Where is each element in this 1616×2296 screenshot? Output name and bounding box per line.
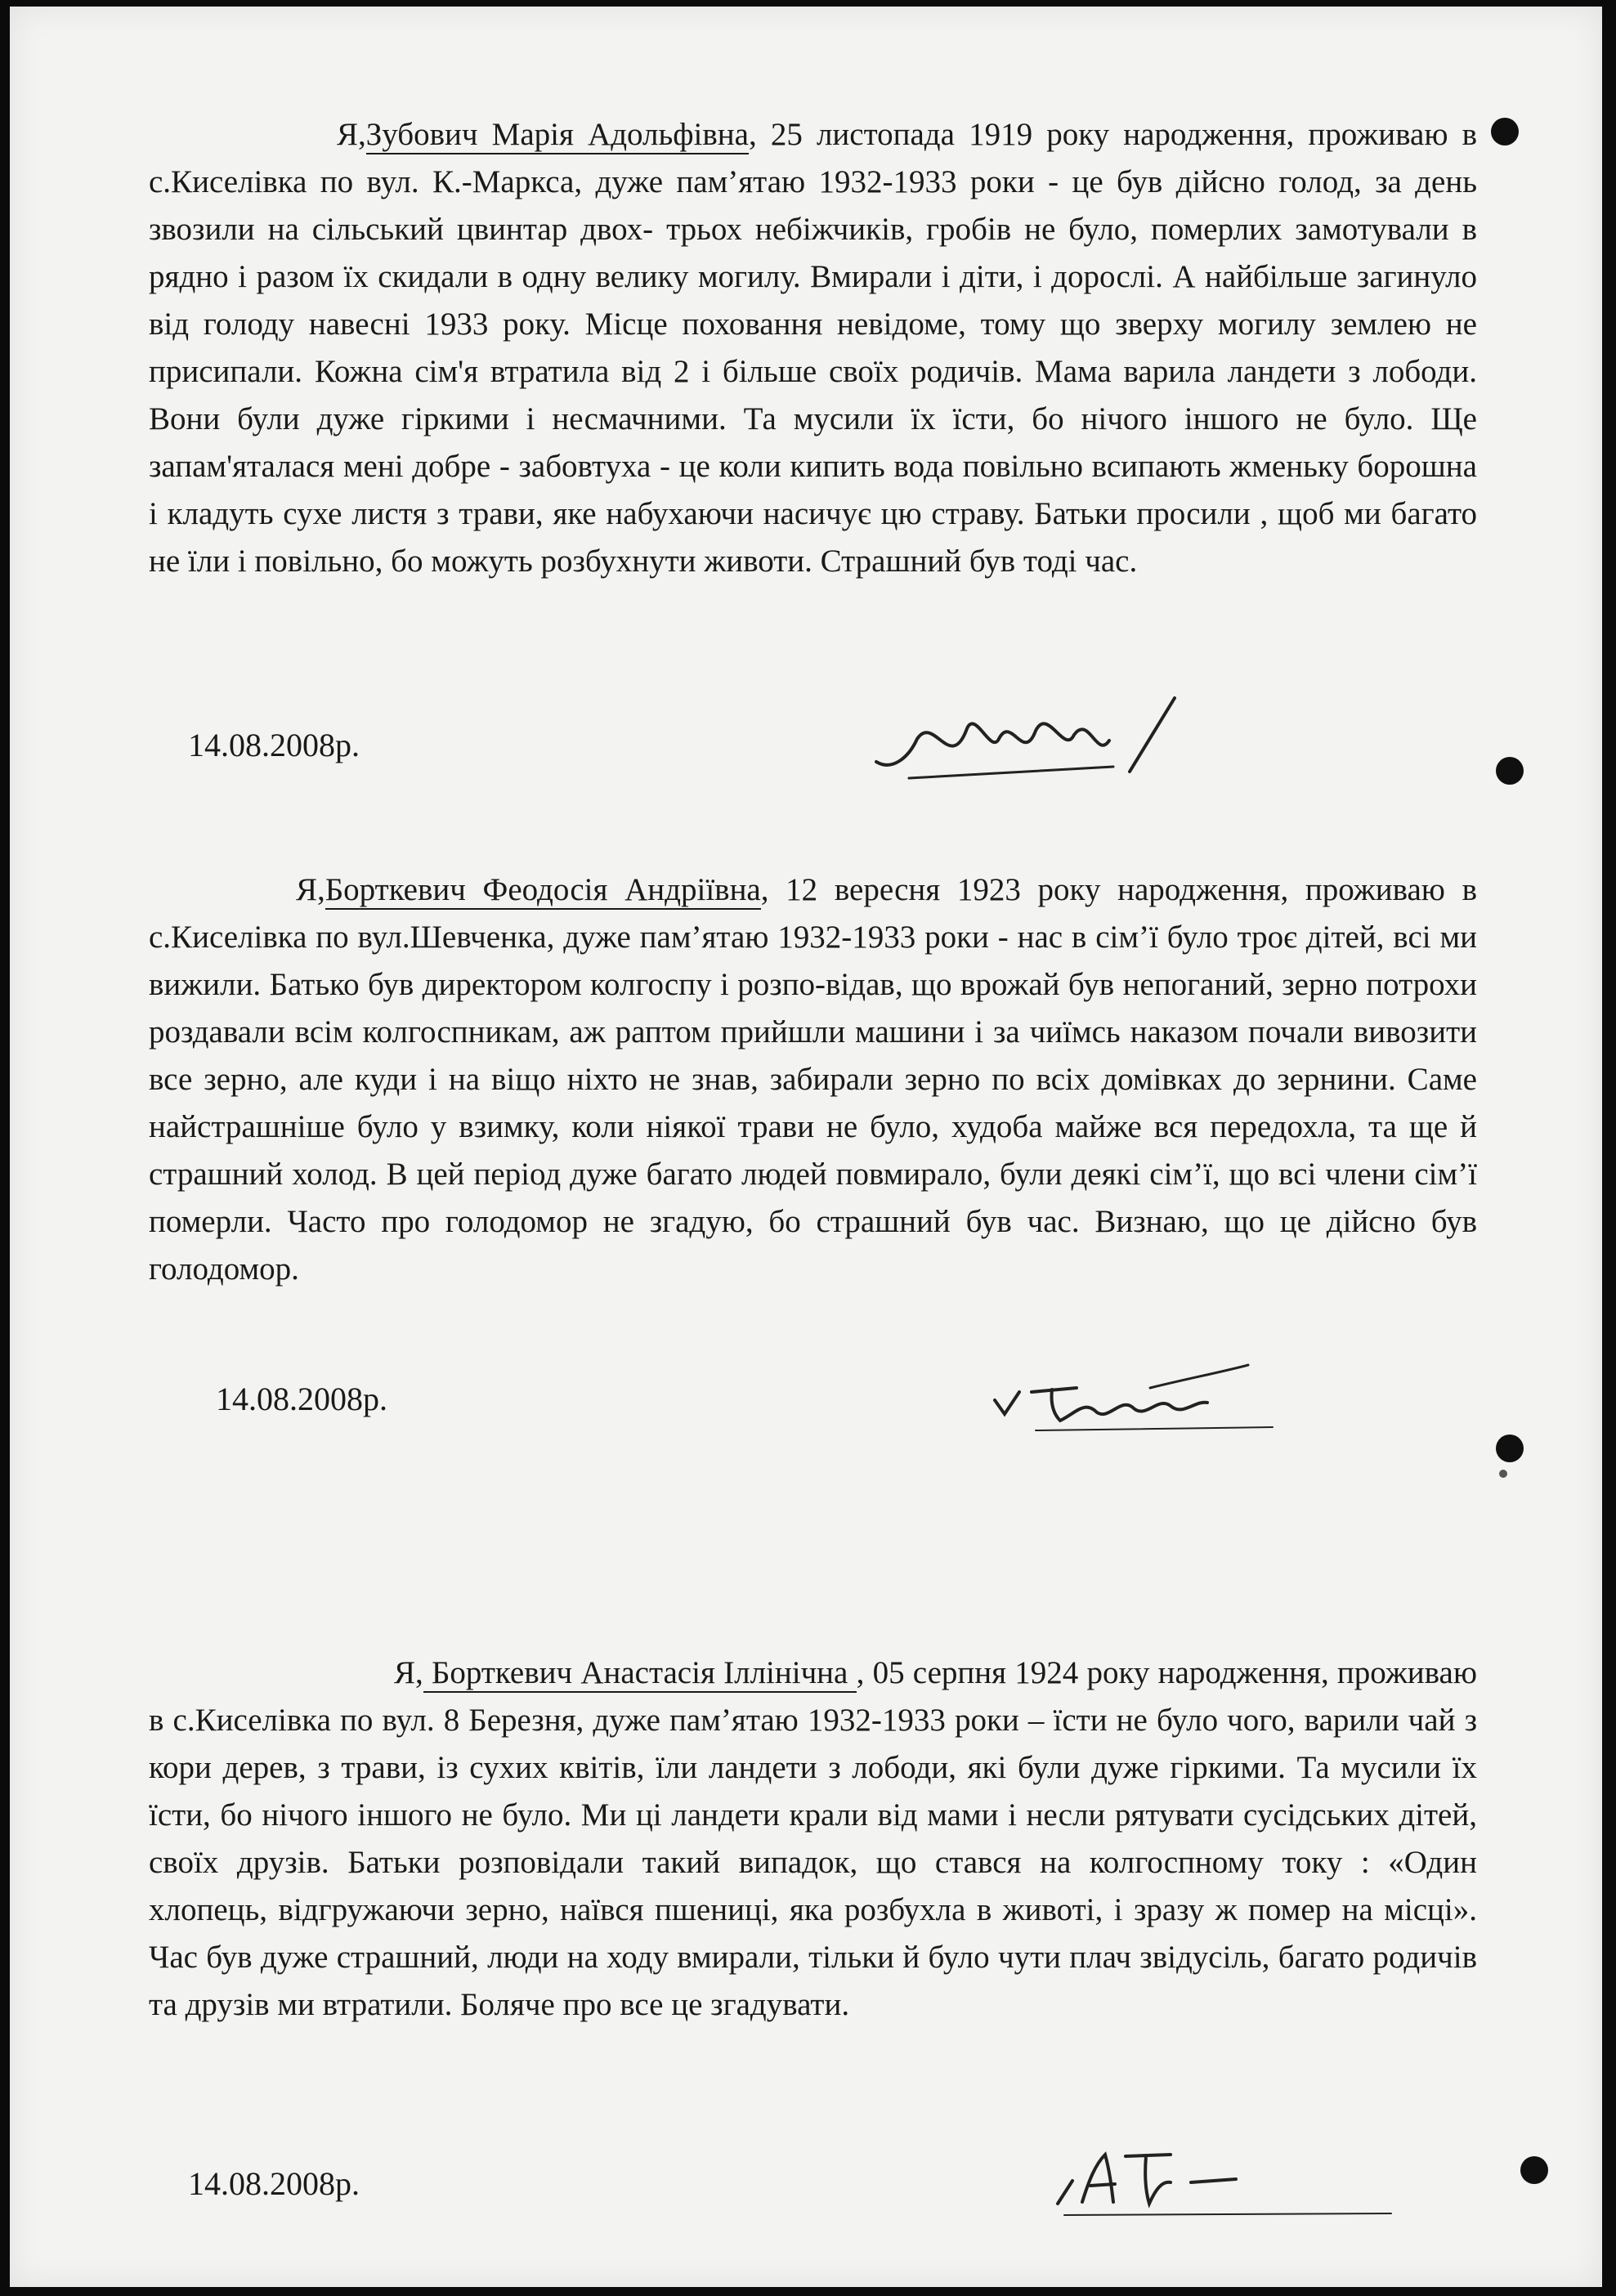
testimony-1 xyxy=(149,111,1477,585)
testimony-3-signature xyxy=(1048,2132,1408,2222)
testimony-3-body: , 05 серпня 1924 року народження, проживаю в с.Киселівка по вул. 8 Березня, дуже пам’ятаю 1932-1933 роки – їсти не було чого, варили чай з кори дерев, з трави, із сухих квітів, їли ландети з лободи, які були дуже гіркими. Та мусили їх їсти, бо нічого іншого не було. Ми ці ландети крали від мами і несли рятувати сусідських дітей, своїх друзів. Батьки розповідали такий випадок, що стався на колгоспному току : «Один хлопець, відгружаючи зерно, наївся пшениці, яка розбухла в животі, і зразу ж помер на місці». Час був дуже страшний, люди на ходу вмирали, тільки й було чути плач звідусіль, багато родичів та друзів ми втратили. Боляче про все це згадувати. xyxy=(149,1655,1477,2022)
testimony-3-name: Борткевич Анастасія Іллінічна xyxy=(423,1655,857,1693)
testimony-1-body: , 25 листопада 1919 року народження, проживаю в с.Киселівка по вул. К.-Маркса, дуже пам’ятаю 1932-1933 роки - це був дійсно голод, за день звозили на сільський цвинтар двох- трьох небіжчиків, гробів не було, померлих замотували в рядно і разом їх скидали в одну велику могилу. Вмирали і діти, і дорослі. А найбільше загинуло від голоду навесні 1933 року. Місце поховання невідоме, тому що зверху могилу землею не присипали. Кожна сім'я втратила від 2 і більше своїх родичів. Мама варила ландети з лободи. Вони були дуже гіркими і несмачними. Та мусили їх їсти, бо нічого іншого не було. Ще запам'яталася мені добре - забовтуха - це коли кипить вода повільно всипають жменьку борошна і кладуть сухе листя з трави, яке набухаючи насичує цю страву. Батьки просили , щоб ми багато не їли і повільно, бо можуть розбухнути животи. Страшний був тоді час. xyxy=(149,117,1477,579)
testimony-2-name: Борткевич Феодосія Андріївна xyxy=(325,872,761,910)
binder-mark xyxy=(1499,1470,1507,1478)
testimony-2-date: 14.08.2008р. xyxy=(216,1381,387,1417)
binder-hole-4 xyxy=(1520,2156,1548,2184)
document-page xyxy=(10,7,1602,2287)
testimony-1-prefix: Я, xyxy=(337,117,366,152)
signature-1-scribble xyxy=(860,682,1187,788)
binder-hole-3 xyxy=(1496,1434,1524,1462)
testimony-2-body: , 12 вересня 1923 року народження, проживаю в с.Киселівка по вул.Шевченка, дуже пам’ятаю 1932-1933 роки - нас в сім’ї було троє дітей, всі ми вижили. Батько був директором колгоспу і розпо-відав, що врожай був непоганий, зерно потрохи роздавали всім колгоспникам, аж раптом прийшли машини і за чиїмсь наказом почали вивозити все зерно, але куди і на віщо ніхто не знав, забирали зерно по всіх домівках до зернини. Саме найстрашніше було у взимку, коли ніякої трави не було, худоба майже вся передохла, та ще й страшний холод. В цей період дуже багато людей повмирало, були деякі сім’ї, що всі члени сім’ї померли. Часто про голодомор не згадую, бо страшний був час. Визнаю, що це дійсно був голодомор. xyxy=(149,872,1477,1287)
testimony-3 xyxy=(149,1649,1477,2029)
testimony-3-prefix: Я, xyxy=(394,1655,423,1690)
testimony-1-date: 14.08.2008р. xyxy=(188,727,360,763)
testimony-1-name: Зубович Марія Адольфівна xyxy=(366,117,749,154)
signature-3-scribble xyxy=(1048,2132,1408,2222)
signature-2-scribble xyxy=(987,1355,1281,1437)
testimony-1-signature xyxy=(860,682,1187,788)
testimony-2 xyxy=(149,866,1477,1293)
binder-hole-1 xyxy=(1491,118,1519,145)
binder-hole-2 xyxy=(1496,757,1524,785)
testimony-3-date: 14.08.2008р. xyxy=(188,2165,360,2202)
testimony-2-signature xyxy=(987,1355,1281,1437)
testimony-2-prefix: Я, xyxy=(296,872,325,907)
